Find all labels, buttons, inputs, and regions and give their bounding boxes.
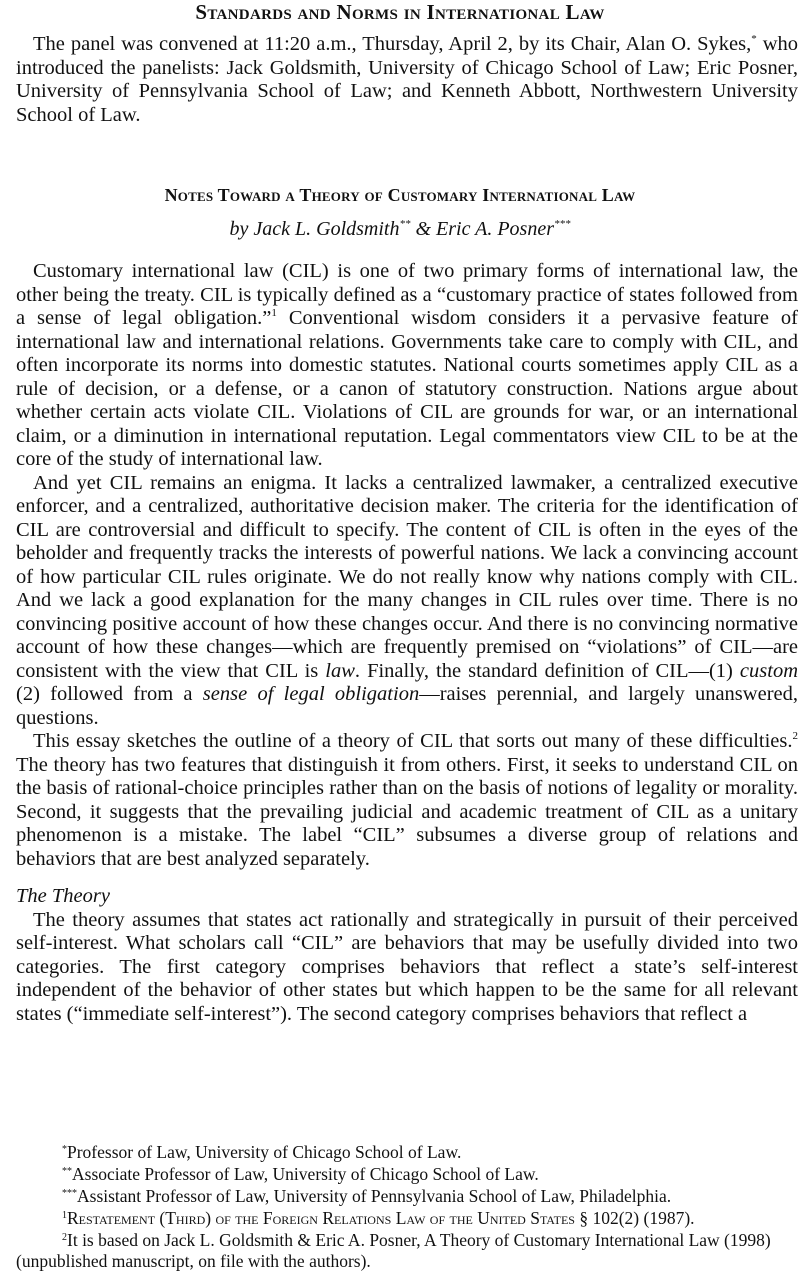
- author-2-marker: ***: [554, 218, 571, 230]
- intro-text-continued: who introduced the panelists: Jack Goldsmith, University of Chicago School of Law; Eric Posner, University of Pennsylvania School of Law; and Kenneth Abbott, Northwestern University School of Law.: [16, 33, 798, 126]
- intro-paragraph: [16, 33, 798, 127]
- p2-text-b: . Finally, the standard definition of CIL—(1): [354, 659, 740, 682]
- footnote-2-text: Associate Professor of Law, University of Chicago School of Law.: [72, 1164, 539, 1184]
- footnote-2-marker: **: [62, 1166, 72, 1177]
- p2-text: And yet CIL remains an enigma. It lacks a centralized lawmaker, a centralized executive enforcer, and a centralized, authoritative decision maker. The criteria for the identification of CIL are controversial and difficult to specify. The content of CIL is often in the eyes of the beholder and frequently tracks the interests of powerful nations. We lack a convincing account of how particular CIL rules originate. We do not really know why nations comply with CIL. And we lack a good explanation for the many changes in CIL rules over time. There is no convincing positive account of how these changes occur. And there is no convincing normative account of how these changes—which are frequently premised on “violations” of CIL—are consistent with the view that CIL is: [16, 471, 798, 682]
- author-2: Eric A. Posner: [436, 218, 554, 240]
- footnote-4-marker: 1: [62, 1210, 67, 1221]
- author-1-marker: **: [399, 218, 411, 230]
- footnote-3-text: Assistant Professor of Law, University of Pennsylvania School of Law, Philadelphia.: [77, 1186, 672, 1206]
- paragraph-2: [16, 472, 798, 731]
- paragraph-1: [16, 260, 798, 472]
- p3-text-continued: The theory has two features that distinguish it from others. First, it seeks to understand CIL on the basis of rational-choice principles rather than on the basis of notions of legality or morality. Second, it suggests that the prevailing judicial and academic treatment of CIL as a unitary phenomenon is a mistake. The label “CIL” subsumes a diverse group of relations and behaviors that are best analyzed separately.: [16, 753, 798, 870]
- p2-text-d: —raises perennial, and largely unanswered, questions.: [16, 683, 798, 729]
- p2-emphasis-law: law: [325, 659, 355, 682]
- author-1: Jack L. Goldsmith: [253, 218, 400, 240]
- footnote-5-text: It is based on Jack L. Goldsmith & Eric A. Posner, A Theory of Customary International Law (1998) (unpublished manuscript, on file with the authors).: [16, 1230, 771, 1271]
- byline-by: by: [229, 218, 249, 240]
- chair-footnote-marker: *: [751, 33, 757, 45]
- paragraph-3: [16, 730, 798, 871]
- footnote-5: [16, 1230, 798, 1272]
- footnote-4-section: § 102(2) (1987).: [574, 1208, 695, 1228]
- footnote-3-marker: ***: [62, 1188, 77, 1199]
- intro-text: The panel was convened at 11:20 a.m., Thursday, April 2, by its Chair, Alan O. Sykes,: [33, 33, 752, 55]
- footnote-1-text: Professor of Law, University of Chicago School of Law.: [67, 1142, 462, 1162]
- footnote-ref-1: 1: [271, 307, 277, 319]
- footnote-3: [62, 1186, 800, 1207]
- paragraph-4: The theory assumes that states act rationally and strategically in pursuit of their perceived self-interest. What scholars call “CIL” are behaviors that may be usefully divided into two categories. The first category comprises behaviors that reflect a state’s self-interest independent of the behavior of other states but which happen to be the same for all relevant states (“immediate self-interest”). The second category comprises behaviors that reflect a: [16, 908, 798, 1025]
- footnote-2: [62, 1164, 800, 1185]
- byline: [0, 218, 800, 241]
- footnote-5-marker: 2: [62, 1232, 67, 1243]
- article-title: Notes Toward a Theory of Customary International Law: [164, 185, 636, 205]
- p1-text: Customary international law (CIL) is one of two primary forms of international law, the other being the treaty. CIL is typically defined as a “customary practice of states followed from a sense of legal obligation.”: [16, 260, 798, 329]
- footnote-1-marker: *: [62, 1144, 67, 1155]
- p3-text: This essay sketches the outline of a theory of CIL that sorts out many of these difficulties.: [33, 730, 793, 752]
- footnote-4-citation: Restatement (Third) of the Foreign Relations Law of the United States: [67, 1208, 575, 1228]
- byline-amp: &: [415, 218, 432, 240]
- p2-text-c: (2) followed from a: [16, 683, 203, 705]
- p2-emphasis-obligation: sense of legal obligation: [202, 683, 420, 705]
- section-heading: The Theory: [16, 885, 110, 907]
- footnote-4: [62, 1208, 800, 1229]
- footnote-ref-2: 2: [792, 730, 798, 742]
- page-title: Standards and Norms in International Law: [195, 0, 605, 24]
- p2-emphasis-custom: custom: [739, 659, 798, 682]
- footnote-1: [62, 1142, 800, 1163]
- article-body: [16, 260, 798, 1026]
- p1-text-continued: Conventional wisdom considers it a pervasive feature of international law and international relations. Governments take care to comply with CIL, and often incorporate its norms into domestic statutes. National courts sometimes apply CIL as a rule of decision, or a defense, or a canon of statutory construction. Nations argue about whether certain acts violate CIL. Violations of CIL are grounds for war, or an international claim, or a diminution in international reputation. Legal commentators view CIL to be at the core of the study of international law.: [16, 307, 798, 470]
